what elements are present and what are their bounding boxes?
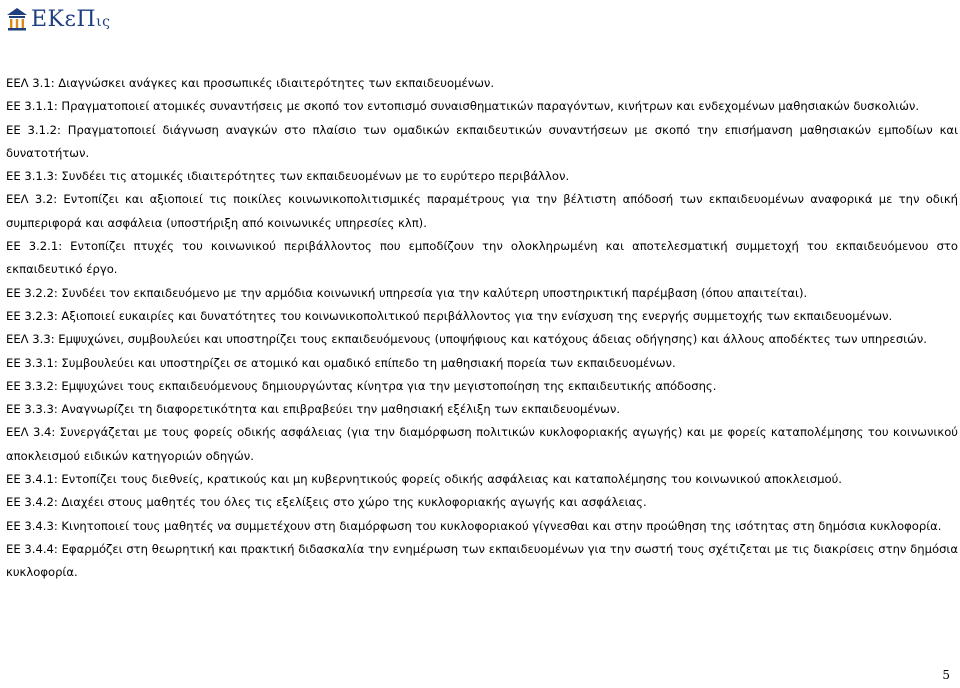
- paragraph: ΕΕ 3.3.3: Αναγνωρίζει τη διαφορετικότητα και επιβραβεύει την μαθησιακή εξέλιξη των εκπαιδευομένων.: [6, 402, 621, 417]
- paragraph: ΕΕ 3.2.3: Αξιοποιεί ευκαιρίες και δυνατότητες του κοινωνικοπολιτικού περιβάλλοντος για την ενίσχυση της ενεργής συμμετοχής των εκπαιδευομένων.: [6, 308, 893, 323]
- building-icon: [6, 7, 28, 31]
- paragraph: ΕΕΛ 3.3: Εμψυχώνει, συμβουλεύει και υποστηρίζει τους εκπαιδευόμενους (υποψήφιους και κατόχους άδειας οδήγησης) και άλλους αποδέκτες των υπηρεσιών.: [6, 332, 927, 347]
- document-body: [6, 72, 958, 585]
- paragraph: ΕΕ 3.1.3: Συνδέει τις ατομικές ιδιαιτερότητες των εκπαιδευομένων με το ευρύτερο περιβάλλον.: [6, 169, 570, 184]
- paragraph: ΕΕ 3.4.3: Κινητοποιεί τους μαθητές να συμμετέχουν στη διαμόρφωση του κυκλοφοριακού γίγνεσθαι και στην προώθηση της ισότητας στη δημόσια κυκλοφορία.: [6, 518, 942, 533]
- paragraph: ΕΕ 3.2.2: Συνδέει τον εκπαιδευόμενο με την αρμόδια κοινωνική υπηρεσία για την καλύτερη υποστηρικτική παρέμβαση (όπου απαιτείται).: [6, 285, 808, 300]
- paragraph: ΕΕΛ 3.1: Διαγνώσκει ανάγκες και προσωπικές ιδιαιτερότητες των εκπαιδευομένων.: [6, 76, 495, 90]
- paragraph: ΕΕΛ 3.4: Συνεργάζεται με τους φορείς οδικής ασφάλειας (για την διαμόρφωση πολιτικών κυκλοφοριακής αγωγής) και με φορείς καταπολέμησης του κοινωνικού αποκλεισμού ειδικών κατηγοριών οδηγών.: [6, 425, 958, 463]
- paragraph: ΕΕ 3.2.1: Εντοπίζει πτυχές του κοινωνικού περιβάλλοντος που εμποδίζουν την ολοκληρωμένη και αποτελεσματική συμμετοχή του εκπαιδευόμενου στο εκπαιδευτικό έργο.: [6, 239, 958, 277]
- page-number: 5: [942, 668, 950, 682]
- paragraph: ΕΕ 3.3.2: Εμψυχώνει τους εκπαιδευόμενους δημιουργώντας κίνητρα για την μεγιστοποίηση της εκπαιδευτικής απόδοσης.: [6, 378, 717, 393]
- logo-text: ΕΚεΠις: [31, 6, 111, 32]
- paragraph: ΕΕ 3.1.2: Πραγματοποιεί διάγνωση αναγκών στο πλαίσιο των ομαδικών εκπαιδευτικών συναντήσεων με σκοπό την επισήμανση μαθησιακών εμποδίων και δυνατοτήτων.: [6, 122, 958, 160]
- paragraph: ΕΕ 3.4.1: Εντοπίζει τους διεθνείς, κρατικούς και μη κυβερνητικούς φορείς οδικής ασφάλειας και καταπολέμησης του κοινωνικού αποκλεισμού.: [6, 472, 842, 487]
- paragraph: ΕΕ 3.1.1: Πραγματοποιεί ατομικές συναντήσεις με σκοπό τον εντοπισμό συναισθηματικών παραγόντων, κινήτρων και ενδεχομένων μαθησιακών δυσκολιών.: [6, 99, 920, 114]
- paragraph: ΕΕΛ 3.2: Εντοπίζει και αξιοποιεί τις ποικίλες κοινωνικοπολιτισμικές παραμέτρους για την βέλτιστη απόδοσή των εκπαιδευομένων αναφορικά με την οδική συμπεριφορά και ασφάλεια (υποστήριξη από κοινωνικές υπηρεσίες κλπ).: [6, 192, 958, 230]
- logo: [6, 6, 110, 32]
- paragraph: ΕΕ 3.4.4: Εφαρμόζει στη θεωρητική και πρακτική διδασκαλία την ενημέρωση των εκπαιδευομένων για την σωστή τους σχέτιζεται με τις διακρίσεις στην δημόσια κυκλοφορία.: [6, 541, 958, 580]
- paragraph: ΕΕ 3.4.2: Διαχέει στους μαθητές του όλες τις εξελίξεις στο χώρο της κυκλοφοριακής αγωγής και ασφάλειας.: [6, 495, 647, 510]
- paragraph: ΕΕ 3.3.1: Συμβουλεύει και υποστηρίζει σε ατομικό και ομαδικό επίπεδο τη μαθησιακή πορεία των εκπαιδευομένων.: [6, 355, 676, 370]
